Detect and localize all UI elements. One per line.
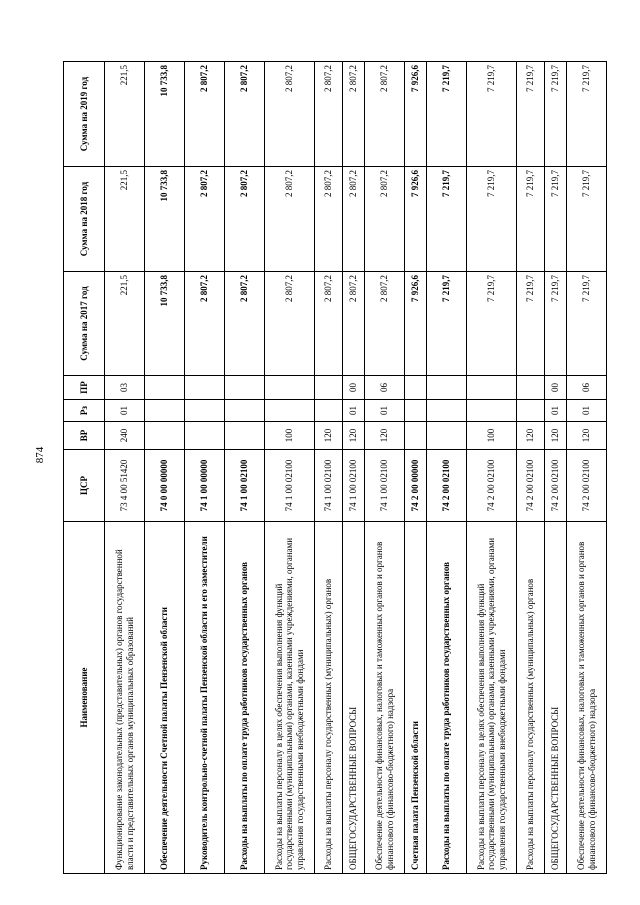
table-row — [545, 62, 567, 874]
header-csr: ЦСР — [64, 450, 105, 522]
cell-name: Расходы на выплаты персоналу государственных (муниципальных) органов — [517, 522, 545, 874]
cell-rz — [145, 400, 185, 422]
cell-pr — [225, 376, 265, 400]
cell-y2018: 7 926,6 — [405, 167, 427, 272]
cell-name: ОБЩЕГОСУДАРСТВЕННЫЕ ВОПРОСЫ — [545, 522, 567, 874]
cell-vr: 240 — [105, 422, 145, 450]
cell-y2019: 7 219,7 — [517, 62, 545, 167]
cell-y2017: 2 807,2 — [225, 272, 265, 376]
table-row — [265, 62, 315, 874]
table-row — [427, 62, 467, 874]
cell-y2019: 2 807,2 — [265, 62, 315, 167]
table-row — [517, 62, 545, 874]
table-row — [343, 62, 365, 874]
cell-y2019: 7 219,7 — [467, 62, 517, 167]
cell-name: ОБЩЕГОСУДАРСТВЕННЫЕ ВОПРОСЫ — [343, 522, 365, 874]
table-row — [105, 62, 145, 874]
cell-name: Обеспечение деятельности финансовых, налоговых и таможенных органов и органов финансового (финансово-бюджетного) надзора — [365, 522, 405, 874]
cell-y2017: 7 926,6 — [405, 272, 427, 376]
cell-pr — [315, 376, 343, 400]
cell-name: Расходы на выплаты по оплате труда работников государственных органов — [225, 522, 265, 874]
cell-y2017: 10 733,8 — [145, 272, 185, 376]
cell-name: Функционирование законодательных (представительных) органов государственной власти и представительных органов муниципальных образований — [105, 522, 145, 874]
header-sum-2017: Сумма на 2017 год — [64, 272, 105, 376]
cell-y2019: 2 807,2 — [315, 62, 343, 167]
cell-vr: 100 — [265, 422, 315, 450]
cell-y2019: 7 219,7 — [427, 62, 467, 167]
cell-y2018: 2 807,2 — [265, 167, 315, 272]
cell-csr: 74 2 00 02100 — [517, 450, 545, 522]
header-pr: ПР — [64, 376, 105, 400]
cell-y2017: 221,5 — [105, 272, 145, 376]
cell-y2018: 2 807,2 — [365, 167, 405, 272]
table-body — [105, 62, 607, 874]
cell-y2018: 7 219,7 — [567, 167, 607, 272]
table-row — [365, 62, 405, 874]
cell-y2018: 7 219,7 — [517, 167, 545, 272]
cell-y2017: 7 219,7 — [567, 272, 607, 376]
header-rz: Рз — [64, 400, 105, 422]
cell-name: Расходы на выплаты персоналу в целях обеспечения выполнения функций государственными (муниципальными) органами, казенными учреждениями, органами управления государственными внебюджетными фондами — [467, 522, 517, 874]
cell-csr: 74 1 00 02100 — [315, 450, 343, 522]
cell-pr: 00 — [545, 376, 567, 400]
cell-name: Руководитель контрольно-счетной палаты Пензенской области и его заместители — [185, 522, 225, 874]
cell-y2018: 2 807,2 — [225, 167, 265, 272]
cell-pr — [517, 376, 545, 400]
cell-csr: 74 2 00 02100 — [545, 450, 567, 522]
cell-csr: 74 2 00 02100 — [427, 450, 467, 522]
cell-y2017: 7 219,7 — [517, 272, 545, 376]
cell-name: Обеспечение деятельности финансовых, налоговых и таможенных органов и органов финансового (финансово-бюджетного) надзора — [567, 522, 607, 874]
table-header-row — [64, 62, 105, 874]
cell-pr: 03 — [105, 376, 145, 400]
cell-pr: 06 — [567, 376, 607, 400]
cell-csr: 74 1 00 02100 — [225, 450, 265, 522]
cell-csr: 74 1 00 02100 — [343, 450, 365, 522]
page-number: 874 — [34, 446, 46, 464]
table-row — [467, 62, 517, 874]
cell-y2019: 2 807,2 — [343, 62, 365, 167]
cell-vr — [225, 422, 265, 450]
cell-csr: 74 1 00 02100 — [265, 450, 315, 522]
cell-y2017: 2 807,2 — [343, 272, 365, 376]
cell-y2018: 10 733,8 — [145, 167, 185, 272]
cell-csr: 74 1 00 02100 — [365, 450, 405, 522]
cell-pr — [467, 376, 517, 400]
cell-rz: 01 — [545, 400, 567, 422]
table-row — [567, 62, 607, 874]
cell-y2018: 7 219,7 — [427, 167, 467, 272]
cell-y2019: 7 219,7 — [545, 62, 567, 167]
cell-csr: 74 2 00 02100 — [567, 450, 607, 522]
cell-vr: 120 — [343, 422, 365, 450]
cell-name: Обеспечение деятельности Счетной палаты Пензенской области — [145, 522, 185, 874]
header-vr: ВР — [64, 422, 105, 450]
cell-vr — [427, 422, 467, 450]
cell-y2017: 7 219,7 — [545, 272, 567, 376]
table-row — [225, 62, 265, 874]
table-row — [315, 62, 343, 874]
cell-name: Счетная палата Пензенской области — [405, 522, 427, 874]
cell-y2018: 2 807,2 — [343, 167, 365, 272]
cell-vr: 120 — [545, 422, 567, 450]
cell-rz — [427, 400, 467, 422]
cell-name: Расходы на выплаты по оплате труда работников государственных органов — [427, 522, 467, 874]
cell-y2017: 7 219,7 — [427, 272, 467, 376]
cell-rz — [185, 400, 225, 422]
cell-rz: 01 — [567, 400, 607, 422]
budget-table — [63, 61, 607, 874]
cell-csr: 73 4 00 51420 — [105, 450, 145, 522]
header-name: Наименование — [64, 522, 105, 874]
cell-pr: 06 — [365, 376, 405, 400]
cell-vr: 120 — [517, 422, 545, 450]
cell-vr — [405, 422, 427, 450]
cell-rz — [405, 400, 427, 422]
cell-csr: 74 2 00 02100 — [467, 450, 517, 522]
table-row — [405, 62, 427, 874]
cell-vr: 120 — [567, 422, 607, 450]
cell-name: Расходы на выплаты персоналу в целях обеспечения выполнения функций государственными (муниципальными) органами, казенными учреждениями, органами управления государственными внебюджетными фондами — [265, 522, 315, 874]
cell-rz — [315, 400, 343, 422]
cell-y2019: 7 926,6 — [405, 62, 427, 167]
cell-y2019: 7 219,7 — [567, 62, 607, 167]
cell-y2019: 221,5 — [105, 62, 145, 167]
rotated-page — [63, 62, 607, 874]
cell-vr: 100 — [467, 422, 517, 450]
cell-csr: 74 2 00 00000 — [405, 450, 427, 522]
header-sum-2019: Сумма на 2019 год — [64, 62, 105, 167]
cell-y2019: 2 807,2 — [225, 62, 265, 167]
table-row — [185, 62, 225, 874]
cell-y2019: 10 733,8 — [145, 62, 185, 167]
cell-vr — [185, 422, 225, 450]
cell-rz: 01 — [343, 400, 365, 422]
cell-y2017: 2 807,2 — [315, 272, 343, 376]
cell-name: Расходы на выплаты персоналу государственных (муниципальных) органов — [315, 522, 343, 874]
cell-rz — [265, 400, 315, 422]
cell-rz — [467, 400, 517, 422]
cell-csr: 74 1 00 00000 — [185, 450, 225, 522]
cell-y2018: 2 807,2 — [315, 167, 343, 272]
cell-pr: 00 — [343, 376, 365, 400]
table-row — [145, 62, 185, 874]
cell-y2018: 7 219,7 — [467, 167, 517, 272]
cell-pr — [145, 376, 185, 400]
cell-rz: 01 — [365, 400, 405, 422]
cell-y2018: 7 219,7 — [545, 167, 567, 272]
cell-rz — [225, 400, 265, 422]
cell-pr — [427, 376, 467, 400]
header-sum-2018: Сумма на 2018 год — [64, 167, 105, 272]
cell-y2017: 2 807,2 — [185, 272, 225, 376]
cell-pr — [405, 376, 427, 400]
cell-pr — [265, 376, 315, 400]
cell-vr: 120 — [315, 422, 343, 450]
cell-vr: 120 — [365, 422, 405, 450]
cell-y2017: 2 807,2 — [265, 272, 315, 376]
cell-y2019: 2 807,2 — [185, 62, 225, 167]
cell-rz: 01 — [105, 400, 145, 422]
cell-y2017: 2 807,2 — [365, 272, 405, 376]
cell-y2018: 221,5 — [105, 167, 145, 272]
cell-y2019: 2 807,2 — [365, 62, 405, 167]
cell-csr: 74 0 00 00000 — [145, 450, 185, 522]
cell-rz — [517, 400, 545, 422]
cell-y2017: 7 219,7 — [467, 272, 517, 376]
cell-vr — [145, 422, 185, 450]
cell-pr — [185, 376, 225, 400]
cell-y2018: 2 807,2 — [185, 167, 225, 272]
